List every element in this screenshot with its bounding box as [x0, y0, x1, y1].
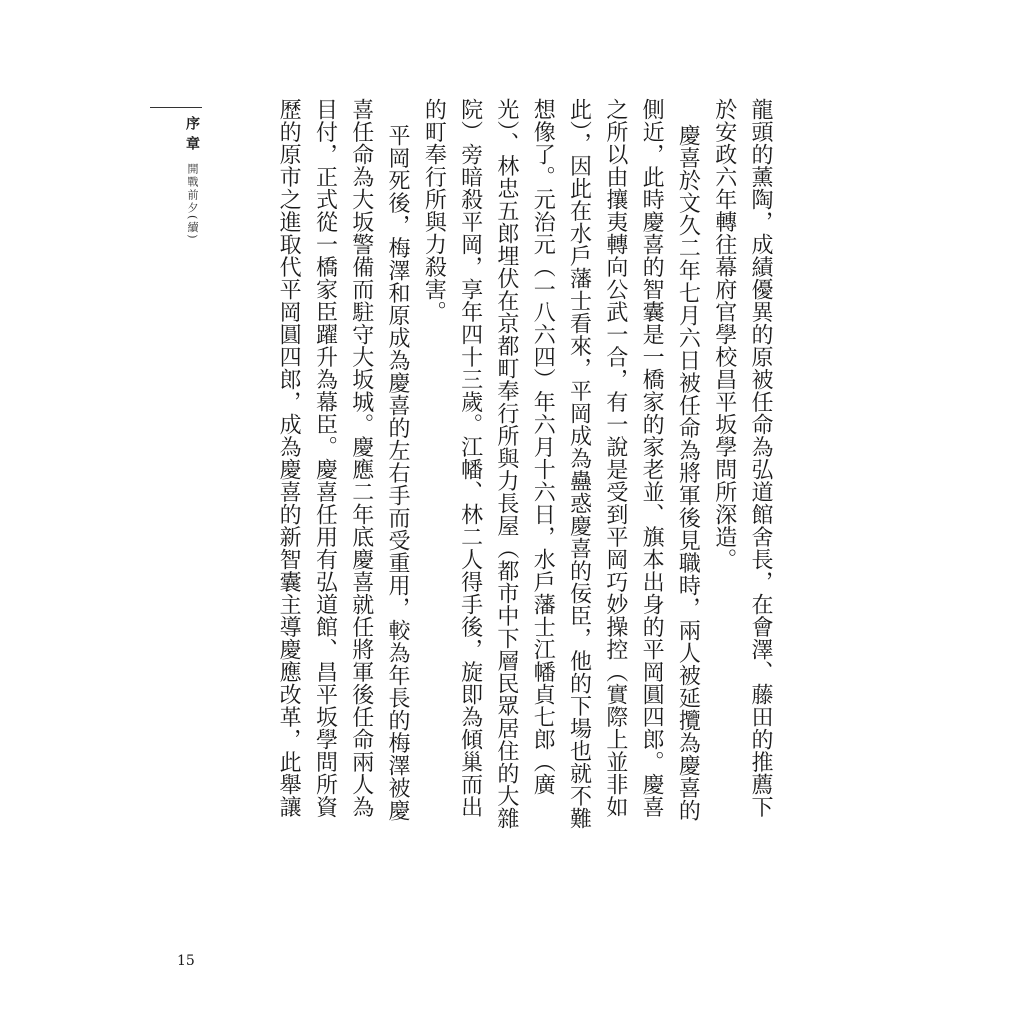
paragraph-1: 龍頭的薰陶，成績優異的原被任命為弘道館舍長，在會澤、藤田的推薦下於安政六年轉往幕府官學校昌平坂學問所深造。: [711, 98, 773, 818]
paragraph-2: 慶喜於文久二年七月六日被任命為將軍後見職時，兩人被延攬為慶喜的側近，此時慶喜的智囊是一橋家的家老並、旗本出身的平岡圓四郎。慶喜之所以由攘夷轉向公武一合，有一說是受到平岡巧妙操控（實際上並非如此），因此在水戶藩士看來，平岡成為蠱惑慶喜的佞臣，他的下場也就不難想像了。元治元（一八六四）年六月十六日，水戶藩士江幡貞七郎（廣光）、林忠五郎埋伏在京都町奉行所與力長屋（都市中下層民眾居住的大雜院）旁暗殺平岡，享年四十三歲。江幡、林二人得手後，旋即為傾巢而出的町奉行所與力殺害。: [421, 98, 701, 830]
running-head-rule: [150, 107, 202, 108]
page-number: 15: [177, 953, 195, 969]
body-text: [270, 98, 778, 838]
running-head-subtitle: 開戰前夕(續): [186, 163, 199, 241]
running-head-chapter: 序章: [184, 116, 200, 156]
paragraph-3: 平岡死後，梅澤和原成為慶喜的左右手而受重用，較為年長的梅澤被慶喜任命為大坂警備而駐守大坂城。慶應二年底慶喜就任將軍後任命兩人為目付，正式從一橋家臣躍升為幕臣。慶喜任用有弘道館、昌平坂學問所資歷的原市之進取代平岡圓四郎，成為慶喜的新智囊主導慶應改革，此舉讓: [276, 98, 411, 822]
